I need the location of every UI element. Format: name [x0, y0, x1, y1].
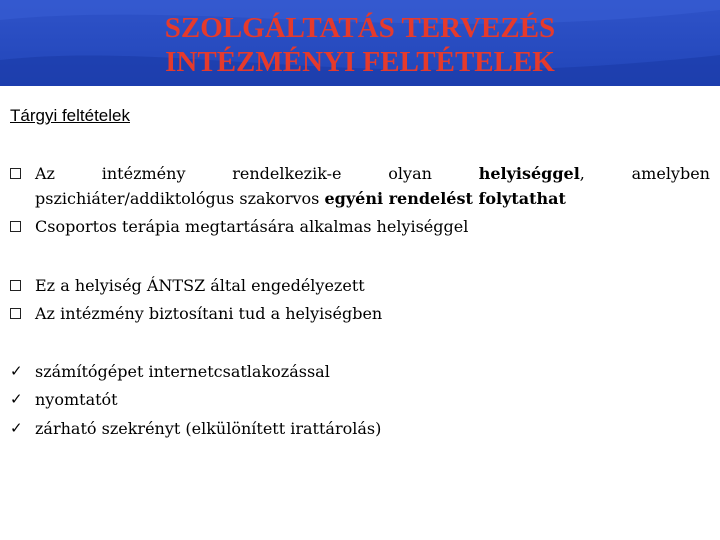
list-item-line-1: Az intézmény rendelkezik-e olyan helyiséggel, amelyben — [35, 164, 710, 183]
checklist-item — [10, 359, 710, 384]
checkmark-icon: ✓ — [10, 390, 23, 408]
list-item-line-2: pszichiáter/addiktológus szakorvos egyéni rendelést folytathat — [35, 189, 566, 208]
list-item — [10, 273, 710, 298]
checklist-item-text: zárható szekrényt (elkülönített irattárolás) — [35, 419, 382, 438]
list-item — [10, 214, 710, 239]
header-banner — [0, 0, 720, 86]
checkmark-icon: ✓ — [10, 362, 23, 380]
section-subtitle: Tárgyi feltételek — [10, 106, 130, 125]
list-item — [10, 161, 710, 211]
page-title-line-1: SZOLGÁLTATÁS TERVEZÉS — [164, 12, 556, 44]
list-item-text: Az intézmény biztosítani tud a helyiségben — [35, 304, 383, 323]
page-title-line-2: INTÉZMÉNYI FELTÉTELEK — [165, 46, 555, 78]
checkbox-bullet-icon — [10, 214, 28, 239]
checklist-item-text: nyomtatót — [35, 390, 118, 409]
checklist-item-text: számítógépet internetcsatlakozással — [35, 362, 330, 381]
checklist-item — [10, 387, 710, 412]
checkbox-bullet-icon — [10, 301, 28, 326]
list-item — [10, 301, 710, 326]
checkmark-icon: ✓ — [10, 419, 23, 437]
list-item-text: Csoportos terápia megtartására alkalmas helyiséggel — [35, 217, 469, 236]
checkbox-bullet-icon — [10, 273, 28, 298]
list-item-text: Ez a helyiség ÁNTSZ által engedélyezett — [35, 276, 365, 295]
checklist-item — [10, 416, 710, 441]
checkbox-bullet-icon — [10, 161, 28, 186]
